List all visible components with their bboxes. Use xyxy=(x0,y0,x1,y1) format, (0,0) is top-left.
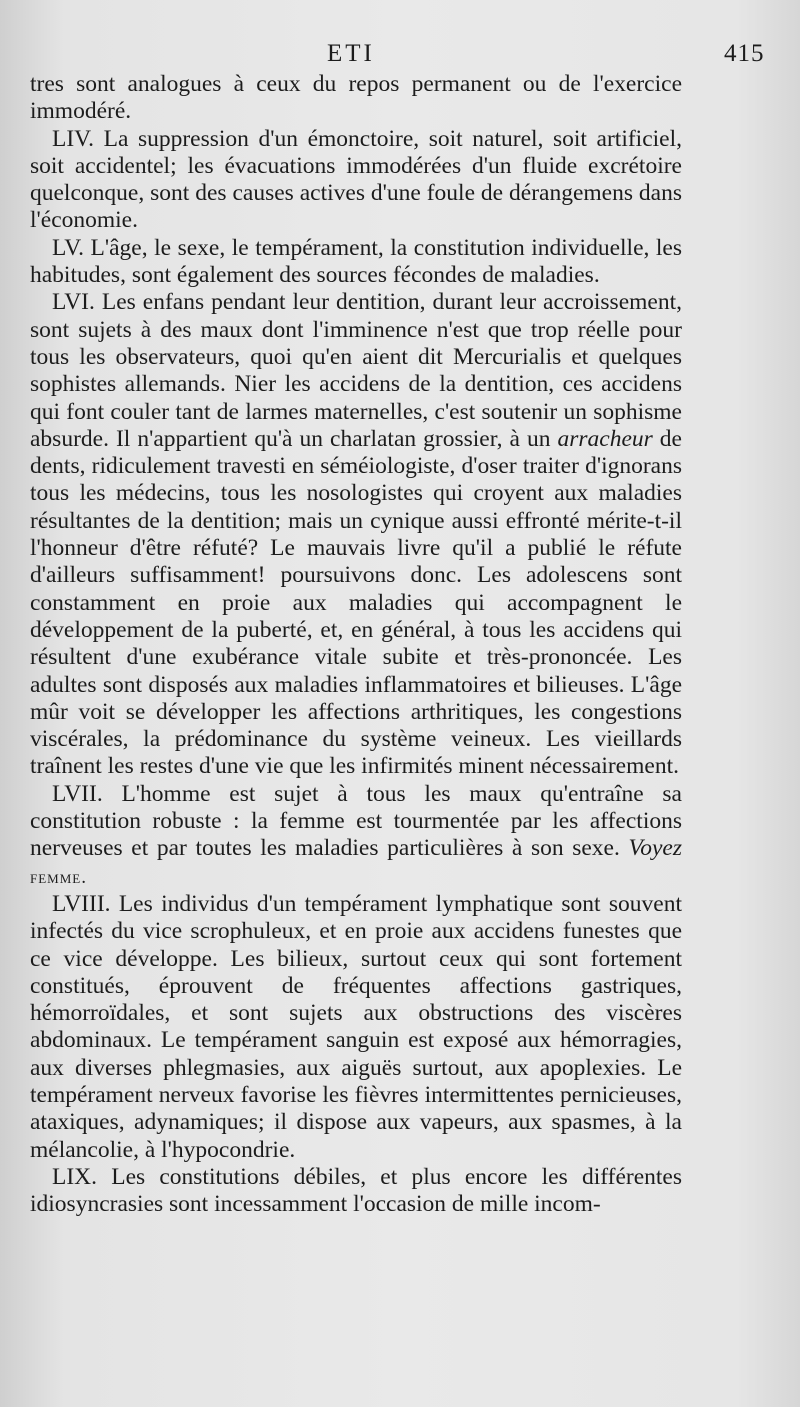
page-number: 415 xyxy=(724,40,765,67)
paragraph-lvii-italic: Voyez xyxy=(628,835,682,862)
paragraph-lvi xyxy=(30,289,682,780)
paragraph-lix: LIX. Les constitutions débiles, et plus encore les différentes idiosyncrasies sont incessamment l'occasion de mille incom- xyxy=(30,1163,682,1218)
paragraph-lvi-text-b: de dents, ridiculement travesti en séméiologiste, d'oser traiter d'ignorans tous les médecins, tous les nosologistes qui croyent aux maladies résultantes de la dentition; mais un cynique aussi effronté mérite-t-il l'honneur d'être réfuté? Le mauvais livre qu'il a publié le réfute d'ailleurs suffisamment! poursuivons donc. Les adolescens sont constamment en proie aux maladies qui accompagnent le développement de la puberté, et, en général, à tous les accidens qui résultent d'une exubérance vitale subite et très-prononcée. Les adultes sont disposés aux maladies inflammatoires et bilieuses. L'âge mûr voit se développer les affections arthritiques, les congestions viscérales, la prédominance du système veineux. Les vieillards traînent les restes d'une vie que les infirmités minent nécessairement. xyxy=(30,425,682,780)
paragraph-lvi-text-a: LVI. Les enfans pendant leur dentition, durant leur accroissement, sont sujets à des maux dont l'imminence n'est que trop réelle pour tous les observateurs, quoi qu'en aient dit Mercurialis et quelques sophistes allemands. Nier les accidens de la dentition, ces accidens qui font couler tant de larmes maternelles, c'est soutenir un sophisme absurde. Il n'appartient qu'à un charlatan grossier, à un xyxy=(30,289,682,452)
paragraph-continuation: tres sont analogues à ceux du repos permanent ou de l'exercice immodéré. xyxy=(30,71,682,125)
body-text xyxy=(30,71,682,1218)
running-title: ETI xyxy=(327,40,375,67)
paragraph-lviii: LVIII. Les individus d'un tempérament lymphatique sont souvent infectés du vice scrophuleux, et en proie aux accidens funestes que ce vice développe. Les bilieux, surtout ceux qui sont fortement constitués, éprouvent de fréquentes affections gastriques, hémorroïdales, et sont sujets aux obstructions des viscères abdominaux. Le tempérament sanguin est exposé aux hémorragies, aux diverses phlegmasies, aux aiguës surtout, aux apoplexies. Le tempérament nerveux favorise les fièvres intermittentes pernicieuses, ataxiques, adynamiques; il dispose aux vapeurs, aux spasmes, à la mélancolie, à l'hypocondrie. xyxy=(30,890,682,1163)
paragraph-lvii xyxy=(30,781,682,891)
paragraph-lvii-text: LVII. L'homme est sujet à tous les maux qu'entraîne sa constitution robuste : la femme est tourmentée par les affections nerveuses et par toutes les maladies particulières à son sexe. xyxy=(30,780,682,862)
paragraph-lvi-italic: arracheur xyxy=(557,425,653,452)
paragraph-lv: LV. L'âge, le sexe, le tempérament, la constitution individuelle, les habitudes, sont également des sources fécondes de maladies. xyxy=(30,234,682,289)
paragraph-liv: LIV. La suppression d'un émonctoire, soit naturel, soit artificiel, soit accidentel; les évacuations immodérées d'un fluide excrétoire quelconque, sont des causes actives d'une foule de dérangemens dans l'économie. xyxy=(30,125,682,234)
paragraph-lvii-crossref: femme. xyxy=(30,866,88,888)
